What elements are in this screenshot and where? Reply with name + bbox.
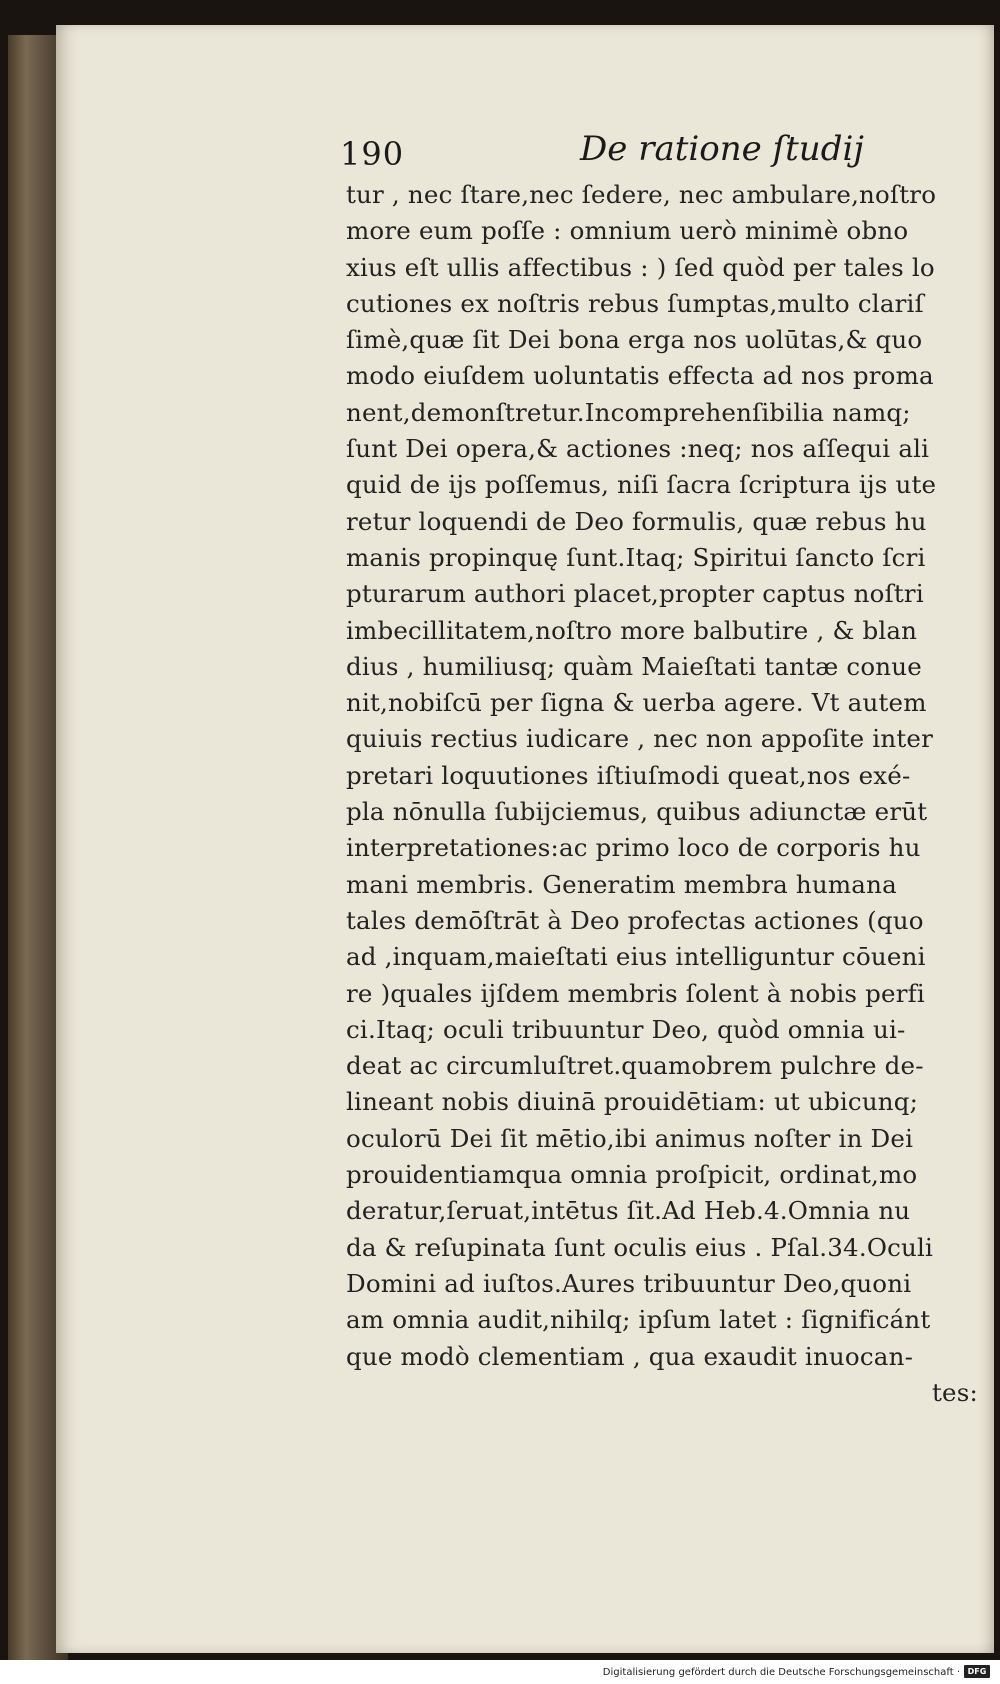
text-line: re )quales ijſdem membris ſolent à nobis perfi	[346, 978, 925, 1008]
text-line: pretari loquutiones iſtiuſmodi queat,nos exé-	[346, 760, 911, 790]
text-line: tales demōſtrāt à Deo profectas actiones (quo	[346, 905, 924, 935]
text-line: manis propinquę ſunt.Itaq; Spiritui ſancto ſcri	[346, 542, 926, 572]
text-line: modo eiuſdem uoluntatis effecta ad nos proma	[346, 361, 934, 391]
text-line: interpretationes:ac primo loco de corporis hu	[346, 833, 921, 863]
dfg-logo: DFG	[964, 1665, 990, 1678]
body-text	[346, 177, 986, 1411]
catchword: tes:	[932, 1377, 978, 1407]
text-line: am omnia audit,nihilq; ipſum latet : ſignificánt	[346, 1305, 931, 1335]
text-line: deratur,ſeruat,intētus ſit.Ad Heb.4.Omnia nu	[346, 1196, 911, 1226]
running-title: De ratione ſtudij	[580, 129, 864, 169]
text-line: oculorū Dei ſit mētio,ibi animus noſter in Dei	[346, 1123, 914, 1153]
text-line: prouidentiamqua omnia proſpicit, ordinat,mo	[346, 1160, 918, 1190]
text-line: tur , nec ſtare,nec ſedere, nec ambulare,noſtro	[346, 180, 937, 209]
text-line: quid de ijs poſſemus, niſi ſacra ſcriptura ijs ute	[346, 470, 937, 500]
page-number: 190	[340, 135, 405, 173]
text-line: ad ,inquam,maieſtati eius intelliguntur cōueni	[346, 942, 926, 972]
text-line: ſimè,quæ ſit Dei bona erga nos uolūtas,& quo	[346, 325, 923, 355]
text-line: retur loquendi de Deo formulis, quæ rebus hu	[346, 506, 927, 536]
footer-credit: Digitalisierung gefördert durch die Deutsche Forschungsgemeinschaft ·	[602, 1667, 960, 1678]
text-line: dius , humiliusq; quàm Maieſtati tantæ conue	[346, 651, 922, 681]
text-line: nent,demonſtretur.Incomprehenſibilia namq;	[346, 397, 911, 427]
text-line: more eum poſſe : omnium uerò minimè obno	[346, 216, 909, 246]
text-line: ci.Itaq; oculi tribuuntur Deo, quòd omnia ui-	[346, 1014, 906, 1044]
text-line: lineant nobis diuinā prouidētiam: ut ubicunq;	[346, 1087, 919, 1117]
text-line: pla nōnulla ſubijciemus, quibus adiunctæ erūt	[346, 797, 928, 827]
text-line: Domini ad iuſtos.Aures tribuuntur Deo,quoni	[346, 1268, 912, 1298]
text-line: da & reſupinata ſunt oculis eius . Pſal.34.Oculi	[346, 1232, 934, 1262]
text-line: imbecillitatem,noſtro more balbutire , & blan	[346, 615, 918, 645]
text-line: xius eſt ullis affectibus : ) ſed quòd per tales lo	[346, 252, 935, 282]
text-line: mani membris. Generatim membra humana	[346, 869, 897, 899]
text-line: deat ac circumluſtret.quamobrem pulchre de-	[346, 1051, 924, 1081]
text-line: quiuis rectius iudicare , nec non appoſite inter	[346, 724, 933, 754]
text-line: pturarum authori placet,propter captus noſtri	[346, 579, 924, 609]
text-line: cutiones ex noſtris rebus ſumptas,multo clariſ	[346, 288, 924, 318]
text-line: nit,nobiſcū per ſigna & uerba agere. Vt autem	[346, 688, 927, 718]
text-line: que modò clementiam , qua exaudit inuocan-	[346, 1341, 914, 1371]
text-line: ſunt Dei opera,& actiones :neq; nos aſſequi ali	[346, 434, 930, 464]
